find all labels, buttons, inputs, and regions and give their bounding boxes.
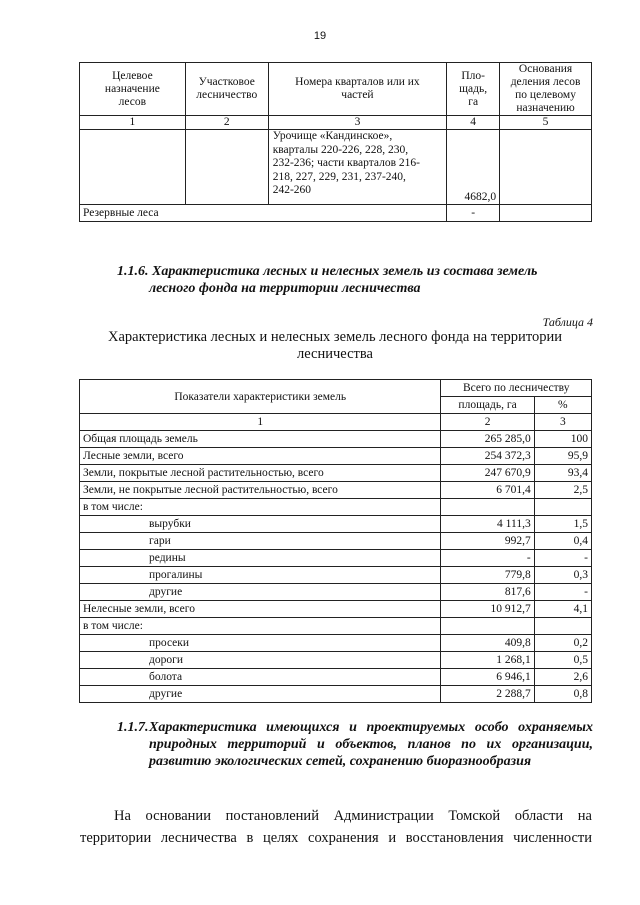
table-title: Характеристика лесных и нелесных земель лесного фонда на территории лесничества	[108, 329, 562, 362]
row-percent	[534, 499, 591, 516]
row-area: 4 111,3	[441, 516, 534, 533]
col-number: 1	[80, 116, 186, 130]
row-percent	[534, 618, 591, 635]
heading-text: Характеристика имеющихся и проектируемых особо охраняемых природных территорий и объектов, планов по их организации, развитию экологических сетей, сохранению биоразнообразия	[149, 720, 593, 769]
table-row	[80, 686, 592, 703]
row-area: 817,6	[441, 584, 534, 601]
row-percent: 95,9	[534, 448, 591, 465]
tract-area: 4682,0	[447, 130, 500, 205]
reserve-area: -	[447, 205, 500, 222]
row-percent: 100	[534, 431, 591, 448]
row-area: 6 946,1	[441, 669, 534, 686]
heading-number: 1.1.6.	[117, 264, 149, 279]
table-row	[80, 652, 592, 669]
empty-cell	[500, 130, 592, 205]
row-percent: 1,5	[534, 516, 591, 533]
row-label: болота	[80, 669, 441, 686]
row-area	[441, 499, 534, 516]
row-area: 779,8	[441, 567, 534, 584]
empty-cell	[80, 130, 186, 205]
row-label: другие	[80, 584, 441, 601]
col-number: 4	[447, 116, 500, 130]
body-paragraph: На основании постановлений Администрации Томской области на территории лесничества в целях сохранения и восстановления численности	[80, 808, 592, 846]
table-row	[80, 431, 592, 448]
row-area: 409,8	[441, 635, 534, 652]
table-row	[80, 516, 592, 533]
row-area: 10 912,7	[441, 601, 534, 618]
table-row	[80, 618, 592, 635]
row-label: дороги	[80, 652, 441, 669]
row-area: 265 285,0	[441, 431, 534, 448]
empty-cell	[500, 205, 592, 222]
row-label: Нелесные земли, всего	[80, 601, 441, 618]
row-percent: -	[534, 550, 591, 567]
forest-purpose-table	[79, 62, 592, 222]
table-row	[80, 669, 592, 686]
row-percent: 4,1	[534, 601, 591, 618]
row-area	[441, 618, 534, 635]
col-number: 3	[268, 116, 447, 130]
table-row	[80, 601, 592, 618]
header-area: площадь, га	[441, 397, 534, 414]
row-label: прогалины	[80, 567, 441, 584]
row-label: редины	[80, 550, 441, 567]
table-row	[80, 550, 592, 567]
header-basis: Основания деления лесов по целевому назначению	[500, 63, 592, 116]
row-percent: 2,5	[534, 482, 591, 499]
header-purpose: Целевое назначение лесов	[80, 63, 186, 116]
row-label: Общая площадь земель	[80, 431, 441, 448]
table-row	[80, 499, 592, 516]
row-area: 6 701,4	[441, 482, 534, 499]
reserve-label: Резервные леса	[80, 205, 447, 222]
row-area: 2 288,7	[441, 686, 534, 703]
row-label: другие	[80, 686, 441, 703]
row-label: Земли, покрытые лесной растительностью, всего	[80, 465, 441, 482]
row-label: гари	[80, 533, 441, 550]
header-total: Всего по лесничеству	[441, 380, 592, 397]
row-area: -	[441, 550, 534, 567]
header-percent: %	[534, 397, 591, 414]
heading-line1: Характеристика лесных и нелесных земель из состава земель	[152, 264, 538, 279]
row-percent: 93,4	[534, 465, 591, 482]
table-caption: Таблица 4	[542, 315, 593, 329]
row-area: 992,7	[441, 533, 534, 550]
col-number: 5	[500, 116, 592, 130]
table-row	[80, 635, 592, 652]
row-percent: 0,3	[534, 567, 591, 584]
table-row	[80, 465, 592, 482]
row-label: вырубки	[80, 516, 441, 533]
row-label: просеки	[80, 635, 441, 652]
row-label: Лесные земли, всего	[80, 448, 441, 465]
tract-cell: Урочище «Кандинское», кварталы 220-226, 228, 230, 232-236; части кварталов 216- 218, 227, 229, 231, 237-240, 242-260	[268, 130, 447, 205]
header-quarters: Номера кварталов или их частей	[268, 63, 447, 116]
row-percent: 2,6	[534, 669, 591, 686]
table-row	[80, 448, 592, 465]
page-number: 19	[313, 30, 327, 42]
row-area: 247 670,9	[441, 465, 534, 482]
header-indicator: Показатели характеристики земель	[80, 380, 441, 414]
table-row	[80, 584, 592, 601]
table-row	[80, 533, 592, 550]
row-label: в том числе:	[80, 618, 441, 635]
row-area: 254 372,3	[441, 448, 534, 465]
col-number: 2	[185, 116, 268, 130]
row-area: 1 268,1	[441, 652, 534, 669]
table-row	[80, 482, 592, 499]
row-percent: 0,2	[534, 635, 591, 652]
heading-line2: лесного фонда на территории лесничества	[149, 281, 421, 296]
table-row	[80, 567, 592, 584]
row-label: в том числе:	[80, 499, 441, 516]
row-percent: 0,8	[534, 686, 591, 703]
header-district: Участковое лесничество	[185, 63, 268, 116]
row-label: Земли, не покрытые лесной растительностью, всего	[80, 482, 441, 499]
col-number: 1	[80, 414, 441, 431]
row-percent: -	[534, 584, 591, 601]
row-percent: 0,4	[534, 533, 591, 550]
land-characteristics-table	[79, 379, 592, 703]
heading-number: 1.1.7.	[117, 720, 149, 735]
empty-cell	[185, 130, 268, 205]
section-heading-1-1-6	[117, 263, 593, 297]
col-number: 2	[441, 414, 534, 431]
col-number: 3	[534, 414, 591, 431]
header-area: Пло- щадь, га	[447, 63, 500, 116]
row-percent: 0,5	[534, 652, 591, 669]
